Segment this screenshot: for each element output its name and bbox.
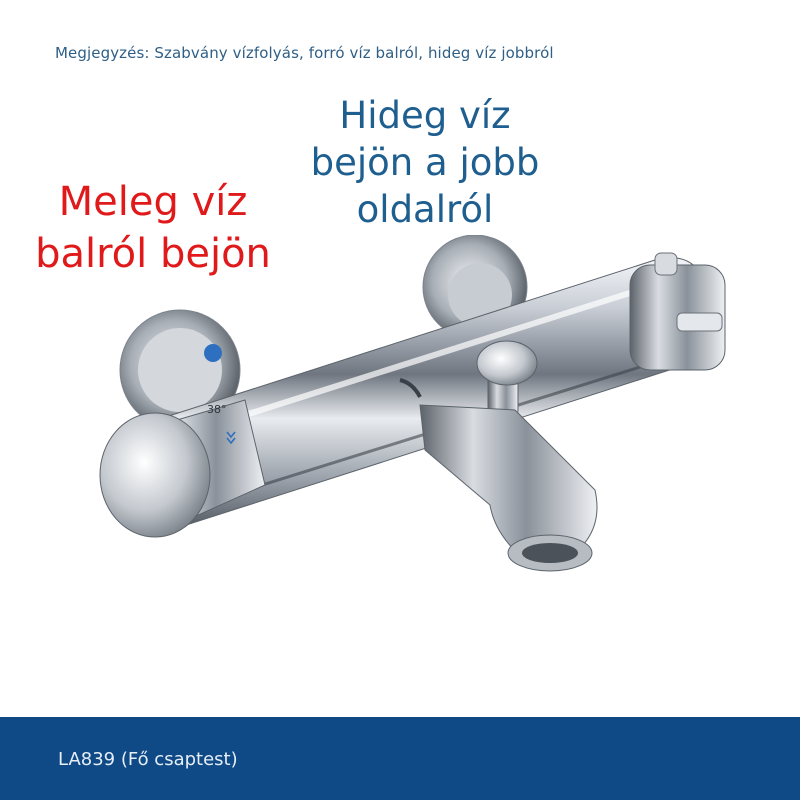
- faucet-image: [95, 235, 745, 595]
- hot-label-line: Meleg víz: [58, 179, 248, 225]
- note-text: Megjegyzés: Szabvány vízfolyás, forró víz balról, hideg víz jobbról: [55, 44, 554, 62]
- footer-bar: [0, 717, 800, 800]
- thermostat-dial: [100, 400, 265, 537]
- cold-label-line: oldalról: [356, 188, 494, 231]
- cold-label-line: bejön a jobb: [310, 141, 540, 184]
- cold-label-line: Hideg víz: [339, 94, 511, 137]
- right-handle: [630, 253, 725, 370]
- bath-spout: [400, 380, 597, 571]
- dial-marking: 38°: [207, 403, 227, 416]
- hot-label-line: balról bejön: [35, 231, 271, 277]
- cold-water-label: [290, 92, 560, 233]
- model-label: LA839 (Fő csaptest): [58, 749, 238, 770]
